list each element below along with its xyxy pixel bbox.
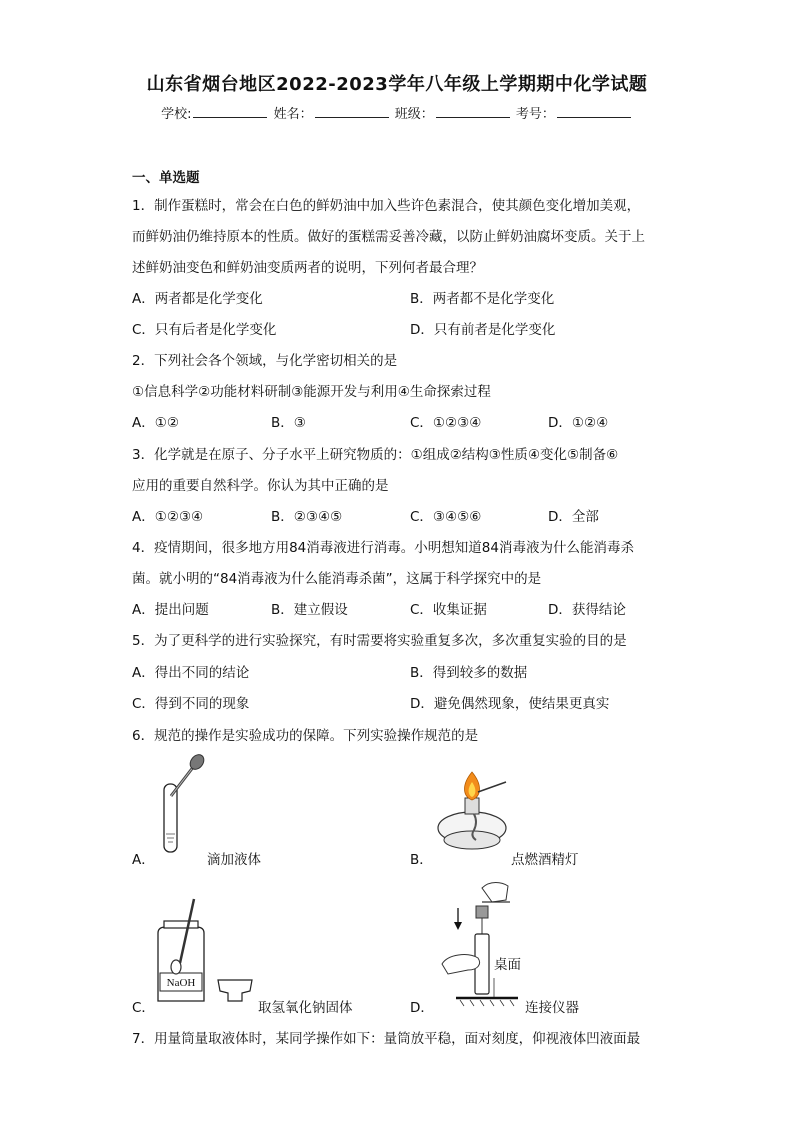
q5-option-c[interactable]: C．得到不同的现象 — [132, 696, 250, 712]
q1-line-3: 述鲜奶油变色和鲜奶油变质两者的说明，下列何者最合理？ — [132, 260, 483, 276]
q4-option-a[interactable]: A．提出问题 — [132, 602, 209, 618]
naoh-bottle-figure — [154, 893, 256, 1011]
q2-line-2: ①信息科学②功能材料研制③能源开发与利用④生命探索过程 — [132, 384, 491, 400]
q3-line-1: 3．化学就是在原子、分子水平上研究物质的：①组成②结构③性质④变化⑤制备⑥ — [132, 447, 619, 463]
q4-line-2: 菌。就小明的“84消毒液为什么能消毒杀菌”，这属于科学探究中的是 — [132, 571, 542, 587]
q6-caption-c: 取氢氧化钠固体 — [258, 1000, 353, 1016]
q4-option-c[interactable]: C．收集证据 — [410, 602, 487, 618]
q5-line-1: 5．为了更科学的进行实验探究，有时需要将实验重复多次，多次重复实验的目的是 — [132, 633, 627, 649]
q5-option-a[interactable]: A．得出不同的结论 — [132, 665, 250, 681]
q4-line-1: 4．疫情期间，很多地方用84消毒液进行消毒。小明想知道84消毒液为什么能消毒杀 — [132, 540, 634, 556]
q3-option-c[interactable]: C．③④⑤⑥ — [410, 509, 482, 525]
q1-option-a[interactable]: A．两者都是化学变化 — [132, 291, 263, 307]
section-title: 一、单选题 — [132, 170, 200, 186]
q6-option-a[interactable]: A． — [132, 852, 155, 868]
q5-option-d[interactable]: D．避免偶然现象，使结果更真实 — [410, 696, 610, 712]
dropper-test-tube-figure — [158, 752, 208, 860]
student-info-line — [0, 103, 794, 122]
exam-number-blank[interactable] — [557, 105, 631, 118]
q3-line-2: 应用的重要自然科学。你认为其中正确的是 — [132, 478, 389, 494]
q6-option-c[interactable]: C． — [132, 1000, 155, 1016]
q7-line-1: 7．用量筒量取液体时，某同学操作如下：量筒放平稳，面对刻度，仰视液体凹液面最 — [132, 1031, 641, 1047]
connect-apparatus-figure — [438, 878, 530, 1008]
desk-label: 桌面 — [494, 957, 521, 973]
q6-caption-a: 滴加液体 — [207, 852, 261, 868]
exam-number-label: 考号： — [515, 107, 555, 122]
q6-caption-d: 连接仪器 — [525, 1000, 579, 1016]
school-label: 学校: — [161, 107, 192, 122]
q1-option-d[interactable]: D．只有前者是化学变化 — [410, 322, 556, 338]
name-label: 姓名： — [273, 107, 313, 122]
q3-option-b[interactable]: B．②③④⑤ — [271, 509, 343, 525]
q3-option-a[interactable]: A．①②③④ — [132, 509, 204, 525]
q2-option-c[interactable]: C．①②③④ — [410, 415, 482, 431]
q2-option-d[interactable]: D．①②④ — [548, 415, 609, 431]
page-title: 山东省烟台地区2022-2023学年八年级上学期期中化学试题 — [146, 74, 648, 95]
naoh-label: NaOH — [166, 977, 196, 989]
q2-option-a[interactable]: A．①② — [132, 415, 179, 431]
q1-line-2: 而鲜奶油仍维持原本的性质。做好的蛋糕需妥善冷藏，以防止鲜奶油腐坏变质。关于上 — [132, 229, 645, 245]
q2-line-1: 2．下列社会各个领域，与化学密切相关的是 — [132, 353, 398, 369]
q2-option-b[interactable]: B．③ — [271, 415, 306, 431]
q6-option-b[interactable]: B． — [410, 852, 433, 868]
q6-caption-b: 点燃酒精灯 — [511, 852, 579, 868]
q6-option-d[interactable]: D． — [410, 1000, 434, 1016]
q3-option-d[interactable]: D．全部 — [548, 509, 599, 525]
q5-option-b[interactable]: B．得到较多的数据 — [410, 665, 528, 681]
q1-option-c[interactable]: C．只有后者是化学变化 — [132, 322, 277, 338]
q4-option-b[interactable]: B．建立假设 — [271, 602, 348, 618]
q6-line-1: 6．规范的操作是实验成功的保障。下列实验操作规范的是 — [132, 728, 479, 744]
q4-option-d[interactable]: D．获得结论 — [548, 602, 626, 618]
alcohol-lamp-figure — [432, 770, 512, 862]
class-blank[interactable] — [436, 105, 510, 118]
school-blank[interactable] — [193, 105, 267, 118]
q1-line-1: 1．制作蛋糕时，常会在白色的鲜奶油中加入些许色素混合，使其颜色变化增加美观， — [132, 198, 641, 214]
class-label: 班级： — [394, 107, 434, 122]
q1-option-b[interactable]: B．两者都不是化学变化 — [410, 291, 555, 307]
name-blank[interactable] — [315, 105, 389, 118]
